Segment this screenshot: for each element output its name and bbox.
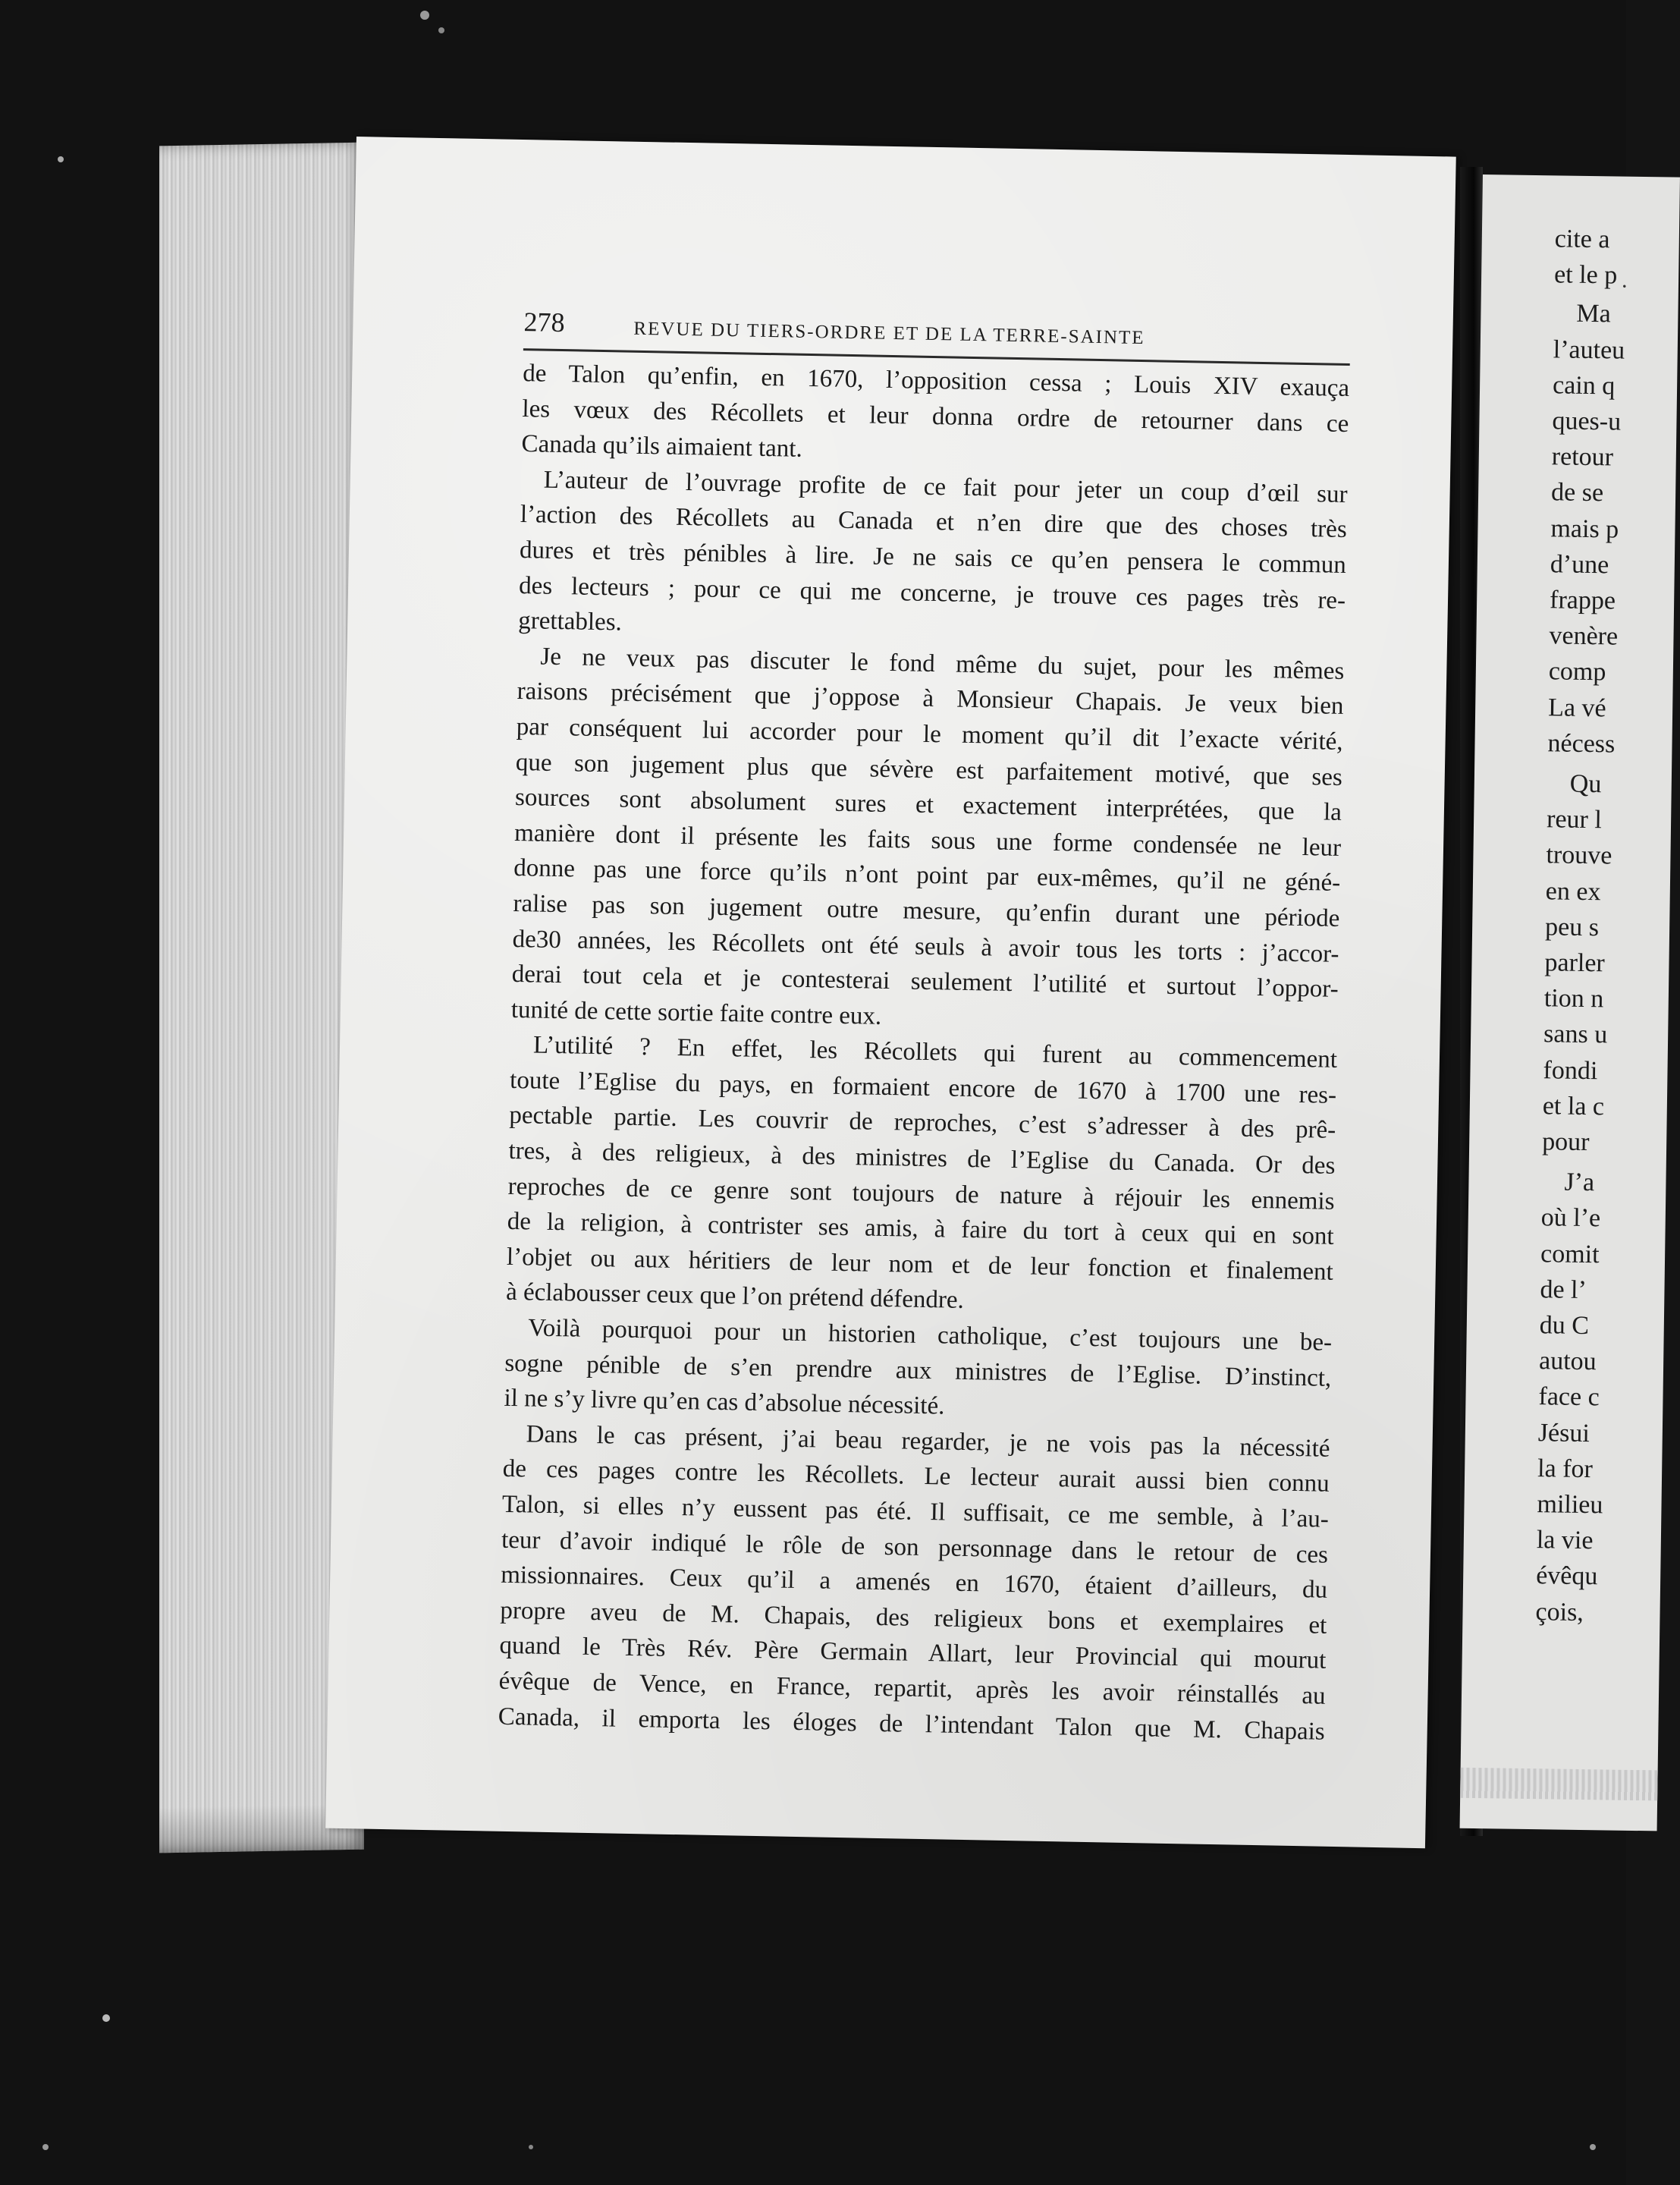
facing-text-fragment: sans u — [1543, 1020, 1608, 1049]
text-line: reproches de ce genre sont toujours de nature à réjouir les ennemis — [507, 1172, 1335, 1215]
facing-text-fragment: et la c — [1542, 1092, 1605, 1121]
text-line: dures et très pénibles à lire. Je ne sais ce qu’en pensera le commun — [519, 536, 1347, 579]
text-line: derai tout cela et je contesterai seulement l’utilité et surtout l’oppor- — [511, 960, 1339, 1004]
text-line: manière dont il présente les faits sous une forme condensée ne leur — [513, 819, 1342, 862]
facing-text-fragment: l’auteu — [1553, 335, 1625, 365]
facing-text-fragment: tion n — [1543, 984, 1604, 1014]
text-line: tres, à des religieux, à des ministres de l’Eglise du Canada. Or des — [508, 1137, 1336, 1180]
facing-text-fragment: Qu — [1569, 769, 1602, 799]
facing-page — [1460, 174, 1680, 1831]
text-line: les vœux des Récollets et leur donna ordre de retourner dans ce — [522, 395, 1349, 438]
text-line: par conséquent lui accorder pour le moment qu’il dit l’exacte vérité, — [516, 712, 1343, 756]
text-line: Canada qu’ils aimaient tant. — [521, 430, 803, 464]
page-number: 278 — [523, 307, 565, 338]
text-line: Je ne veux pas discuter le fond même du sujet, pour les mêmes — [540, 643, 1345, 685]
facing-text-fragment: évêqu — [1535, 1561, 1598, 1591]
text-line: L’utilité ? En effet, les Récollets qui furent au commencement — [532, 1031, 1338, 1074]
facing-text-fragment: Ma — [1576, 300, 1612, 329]
facing-text-fragment: reur l — [1546, 805, 1603, 835]
facing-text-fragment: ques-u — [1552, 407, 1622, 436]
text-line: ralise pas son jugement outre mesure, qu’enfin durant une période — [513, 889, 1340, 932]
text-line: teur d’avoir indiqué le rôle de son personnage dans le retour de ces — [501, 1526, 1329, 1569]
text-line: de la religion, à contrister ses amis, à faire du tort à ceux qui en sont — [507, 1208, 1334, 1251]
text-line: sources sont absolument sures et exactement interprétées, que la — [514, 784, 1342, 827]
text-line: Voilà pourquoi pour un historien catholique, c’est toujours une be- — [527, 1314, 1333, 1357]
text-line: que son jugement plus que sévère est parfaitement motivé, que ses — [515, 748, 1343, 791]
facing-text-fragment: Jésui — [1537, 1418, 1591, 1448]
text-line: raisons précisément que j’oppose à Monsieur Chapais. Je veux bien — [517, 678, 1344, 721]
text-line: des lecteurs ; pour ce qui me concerne, je trouve ces pages très re- — [518, 571, 1346, 615]
facing-text-fragment: frappe — [1549, 586, 1616, 615]
facing-text-fragment: du C — [1539, 1311, 1590, 1341]
facing-text-fragment: cite a — [1554, 225, 1610, 254]
text-line: L’auteur de l’ouvrage profite de ce fait pour jeter un coup d’œil sur — [543, 466, 1348, 508]
facing-text-fragment: venère — [1549, 621, 1619, 651]
facing-text-fragment: autou — [1538, 1347, 1597, 1376]
text-line: évêque de Vence, en France, repartit, après les avoir réinstallés au — [498, 1667, 1326, 1710]
facing-text-fragment: en ex — [1545, 876, 1601, 906]
facing-text-fragment: cain q — [1552, 371, 1616, 401]
facing-text-fragment: où l’e — [1540, 1203, 1601, 1233]
text-line: missionnaires. Ceux qu’il a amenés en 1670, étaient d’ailleurs, du — [500, 1561, 1328, 1604]
text-line: propre aveu de M. Chapais, des religieux bons et exemplaires et — [500, 1596, 1327, 1640]
facing-text-fragment: J’a — [1564, 1168, 1595, 1197]
facing-text-fragment: la for — [1537, 1454, 1594, 1483]
text-line: à éclabousser ceux que l’on prétend défendre. — [505, 1278, 965, 1315]
facing-text-fragment: La vé — [1547, 693, 1606, 722]
facing-text-fragment: fondi — [1543, 1055, 1598, 1085]
facing-text-fragment: de se — [1550, 478, 1604, 508]
text-line: grettables. — [518, 607, 623, 637]
facing-text-fragment: parler — [1544, 948, 1606, 978]
facing-text-fragment: et le p — [1553, 260, 1618, 290]
facing-text-fragment: milieu — [1537, 1490, 1603, 1520]
facing-text-fragment: peu s — [1544, 913, 1600, 942]
facing-text-fragment: pour — [1541, 1127, 1590, 1157]
text-line: l’objet ou aux héritiers de leur nom et de leur fonction et finalement — [506, 1243, 1334, 1286]
facing-page-edge — [1460, 1768, 1658, 1801]
text-line: il ne s’y livre qu’en cas d’absolue nécessité. — [504, 1385, 945, 1420]
facing-page-mark: . — [1621, 267, 1628, 293]
facing-text-fragment: nécess — [1547, 729, 1616, 759]
text-line: tunité de cette sortie faite contre eux. — [510, 995, 882, 1030]
text-line: sogne pénible de s’en prendre aux ministres de l’Eglise. D’instinct, — [504, 1349, 1332, 1392]
facing-text-fragment: retour — [1551, 442, 1614, 472]
journal-title: REVUE DU TIERS-ORDRE ET DE LA TERRE-SAINTE — [633, 318, 1145, 349]
facing-text-fragment: mais p — [1550, 514, 1619, 544]
facing-text-fragment: d’une — [1550, 550, 1609, 580]
text-line: de ces pages contre les Récollets. Le lecteur aurait aussi bien connu — [502, 1455, 1330, 1498]
body-text — [498, 356, 1349, 1750]
facing-text-fragment: la vie — [1536, 1526, 1594, 1555]
facing-text-fragment: de l’ — [1540, 1275, 1587, 1304]
text-line: de30 années, les Récollets ont été seuls à avoir tous les torts : j’accor- — [512, 925, 1339, 968]
facing-text-fragment: comit — [1540, 1239, 1600, 1269]
text-line: toute l’Eglise du pays, en formaient encore de 1670 à 1700 une res- — [509, 1066, 1337, 1109]
facing-text-fragment: trouve — [1546, 841, 1612, 870]
text-line: donne pas une force qu’ils n’ont point par eux-mêmes, qu’il ne géné- — [513, 854, 1341, 898]
left-page — [325, 137, 1456, 1848]
text-line: l’action des Récollets au Canada et n’en dire que des choses très — [520, 501, 1348, 544]
text-line: quand le Très Rév. Père Germain Allart, leur Provincial qui mourut — [499, 1632, 1327, 1675]
facing-text-fragment: face c — [1538, 1382, 1600, 1412]
facing-text-fragment: çois, — [1535, 1597, 1584, 1627]
text-line: pectable partie. Les couvrir de reproches, c’est s’adresser à des prê- — [509, 1102, 1336, 1145]
running-head — [523, 303, 1351, 363]
text-line: Dans le cas présent, j’ai beau regarder, je ne vois pas la nécessité — [526, 1420, 1330, 1463]
facing-text-fragment: comp — [1548, 657, 1606, 687]
text-line: Canada, il emporta les éloges de l’intendant Talon que M. Chapais — [498, 1702, 1326, 1746]
text-line: de Talon qu’enfin, en 1670, l’opposition cessa ; Louis XIV exauça — [522, 360, 1350, 403]
text-line: Talon, si elles n’y eussent pas été. Il suffisait, ce me semble, à l’au- — [501, 1490, 1330, 1533]
